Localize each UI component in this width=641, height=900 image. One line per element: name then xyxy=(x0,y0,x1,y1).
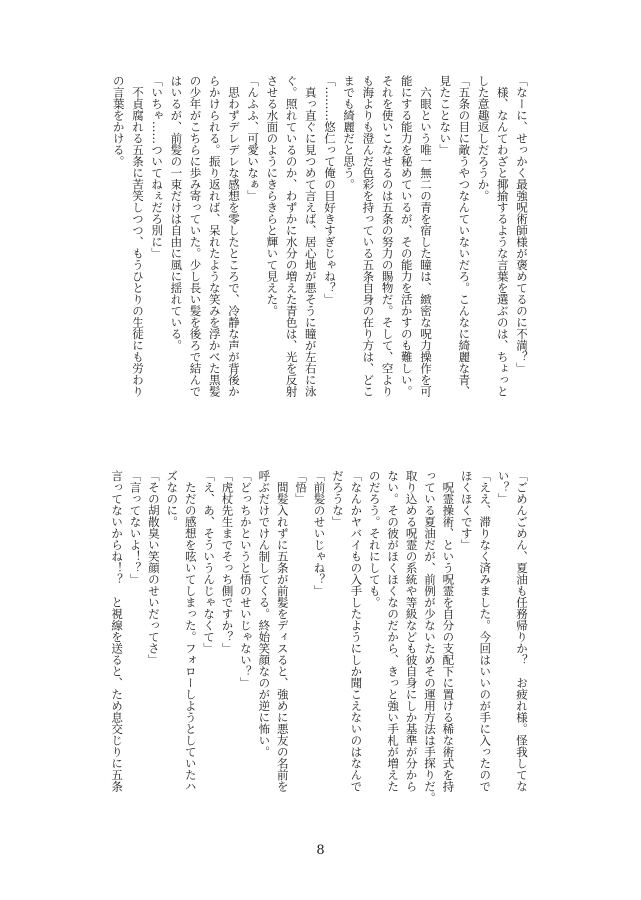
text-column: 「その胡散臭い笑顔のせいだってさ」 xyxy=(146,470,161,666)
text-column: 呪霊操術、という呪霊を自分の支配下に置ける稀な術式を持 xyxy=(441,470,456,792)
text-column: らかけられる。振り返れば、呆れたような笑みを浮かべた黒髪 xyxy=(207,75,222,397)
text-column: 「いちゃ……ついてねぇだろ別に」 xyxy=(150,75,165,259)
text-column: 「なんかヤバイもの入手したようにしか聞こえないのはなんで xyxy=(349,470,364,792)
text-column: 様、なんてわざと揶揄するような言葉を選ぶのは、ちょっと xyxy=(495,75,510,397)
text-column: 呼ぶだけでけん制してくる。終始笑顔なのが逆に怖い。 xyxy=(257,470,272,758)
text-column: のだろう。それにしても。 xyxy=(367,470,382,608)
text-column: 「悟」 xyxy=(294,470,309,505)
text-column: 取り込める呪霊の系統や等級なども彼自身にしか基準が分から xyxy=(404,470,419,792)
text-column: 六眼という唯一無二の青を宿した瞳は、緻密な呪力操作を可 xyxy=(418,75,433,397)
text-column: 「え、あ、そういうんじゃなくて」 xyxy=(202,470,217,654)
text-column: した意趣返しだろうか。 xyxy=(476,75,491,202)
text-column: 「ごめんごめん、夏油も任務帰りか？ お疲れ様。怪我してな xyxy=(515,470,529,792)
text-column: 「五条の目に敵うやつなんていないだろ。こんなに綺麗な青、 xyxy=(457,75,472,397)
text-column: ただの感想を呟いてしまった。フォローしようとしていたハ xyxy=(183,470,198,792)
text-column: も海よりも澄んだ色彩を持っている五条自身の在り方は、どこ xyxy=(361,75,376,397)
text-column: はいるが、前髪の一束だけは自由に風に揺れている。 xyxy=(169,75,184,351)
text-column: だろうな」 xyxy=(330,470,345,528)
text-column: 言ってないからね！？ と視線を送ると、ため息交じりに五条 xyxy=(110,470,125,792)
upper-text-block xyxy=(109,75,531,397)
page-number: 8 xyxy=(316,843,325,858)
text-column: 見たことない」 xyxy=(438,75,453,156)
text-column: 真っ直ぐに見つめて言えば、居心地が悪そうに瞳が左右に泳 xyxy=(303,75,318,397)
text-column: 思わずデレデレな感想を零したところで、冷静な声が背後か xyxy=(226,75,241,397)
text-column: までも綺麗だと思う。 xyxy=(342,75,357,190)
text-column: 「んふふ、可愛いなぁ」 xyxy=(246,75,261,202)
text-column: ほくほくです」 xyxy=(459,470,474,551)
text-column: 「どっちかというと悟のせいじゃない？」 xyxy=(238,470,253,689)
text-column: 間髪入れずに五条が前髪をディスると、強めに悪友の名前を xyxy=(275,470,290,792)
text-column: 「………悠仁って俺の目好きすぎじゃね？」 xyxy=(322,75,337,305)
text-column: それを使いこなせるのは五条の努力の賜物だ。そして、空より xyxy=(380,75,395,397)
text-column: の言葉をかける。 xyxy=(111,75,126,167)
text-column: 「虎杖先生までそっち側ですか？」 xyxy=(220,470,235,654)
text-column: っている夏油だが、前例が少ないためその運用方法は手探りだ。 xyxy=(422,470,437,804)
text-column: 「なーに、せっかく最強呪術師様が褒めてるのに不満？」 xyxy=(515,75,529,374)
text-column: 能にする能力を秘めているが、その能力を活かすのも難しい。 xyxy=(399,75,414,397)
text-column: ぐ。照れているのか、わずかに水分の増えた青色は、光を反射 xyxy=(284,75,299,397)
text-column: い？」 xyxy=(496,470,511,505)
text-column: させる水面のようにきらきらと輝いて見えた。 xyxy=(265,75,280,317)
text-column: 「言ってないよ！？」 xyxy=(128,470,143,585)
text-column: 不貞腐れる五条に苦笑しつつ、もうひとりの生徒にも労わり xyxy=(130,75,145,397)
text-column: の少年がこちらに歩み寄っていた。少し長い髪を後ろで結んで xyxy=(188,75,203,397)
lower-text-block xyxy=(108,470,531,804)
text-column: ない。その彼がほくほくなのだから、きっと強い手札が増えた xyxy=(386,470,401,792)
text-column: 「前髪のせいじゃね？」 xyxy=(312,470,327,597)
text-column: 「ええ、滞りなく済みました。今回はいいのが手に入ったので xyxy=(478,470,493,792)
text-column: ズなのに。 xyxy=(165,470,180,528)
